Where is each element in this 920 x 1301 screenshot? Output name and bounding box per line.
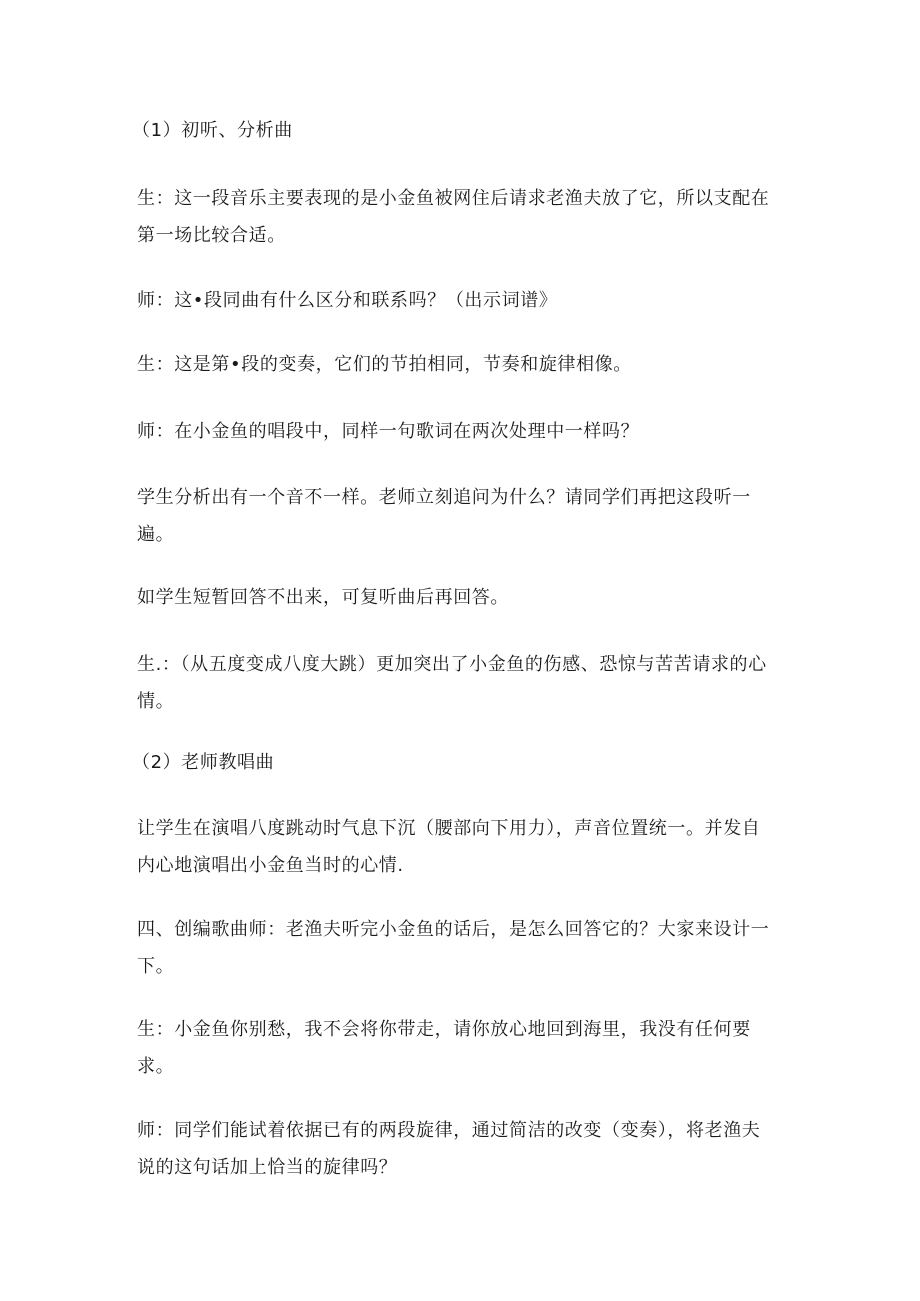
paragraph-hint: 如学生短暂回答不出来，可复听曲后再回答。	[137, 587, 509, 608]
paragraph-student-answer-2: 生：这是第•段的变奏，它们的节拍相同，节奏和旋律相像。	[137, 354, 632, 375]
paragraph-teacher-question-1: 师：这•段同曲有什么区分和联系吗？（出示词谱》	[137, 290, 558, 311]
paragraph-student-answer-4: 生：小金鱼你别愁，我不会将你带走，请你放心地回到海里，我没有任何要求。	[137, 1019, 751, 1077]
paragraph-student-answer-3: 生.：（从五度变成八度大跳）更加突出了小金鱼的伤感、恐惊与苦苦请求的心情。	[137, 654, 767, 712]
paragraph-student-answer-1: 生：这一段音乐主要表现的是小金鱼被网住后请求老渔夫放了它，所以支配在第一场比较合适。	[137, 188, 770, 246]
paragraph-teacher-question-2: 师：在小金鱼的唱段中，同样一句歌词在两次处理中一样吗？	[137, 421, 640, 442]
section-heading-2: （2）老师教唱曲	[132, 752, 275, 773]
section-heading-1: （1）初听、分析曲	[132, 120, 293, 141]
paragraph-singing-instruction: 让学生在演唱八度跳动时气息下沉（腰部向下用力），声音位置统一。并发自内心地演唱出小金鱼当时的心情.	[137, 818, 761, 876]
paragraph-teacher-question-3: 师：同学们能试着依据已有的两段旋律，通过简洁的改变（变奏），将老渔夫说的这句话加上恰当的旋律吗？	[137, 1120, 761, 1178]
paragraph-student-analysis: 学生分析出有一个音不一样。老师立刻追问为什么？请同学们再把这段听一遍。	[137, 487, 751, 545]
paragraph-composition-section: 四、创编歌曲师：老渔夫听完小金鱼的话后，是怎么回答它的？大家来设计一下。	[137, 919, 770, 977]
